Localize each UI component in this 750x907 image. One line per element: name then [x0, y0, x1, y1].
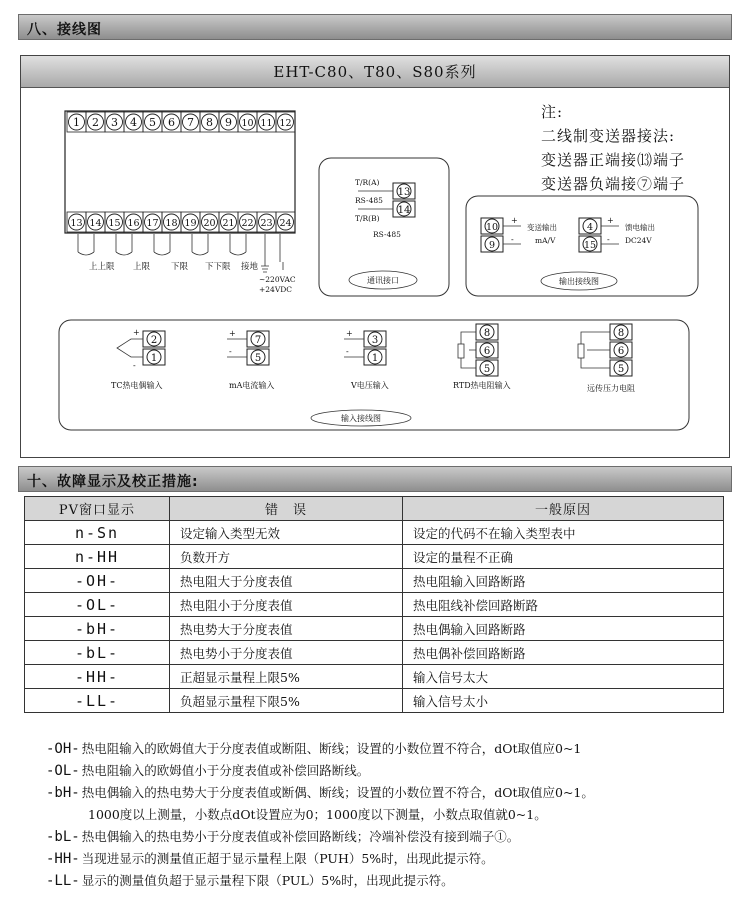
table-row — [25, 593, 724, 617]
fault-error: 热电阻大于分度表值 — [170, 569, 403, 593]
notes-title: 注: — [541, 103, 564, 121]
explanation-text: 热电偶输入的热电势大于分度表值或断偶、断线；设置的小数位置不符合，dOt取值应0~1。 — [81, 785, 594, 800]
terminal-label: 2 — [92, 116, 99, 129]
input-caption: 输入接线图 — [341, 414, 381, 423]
fault-cause: 热电阻线补偿回路断路 — [403, 593, 724, 617]
terminal-label: 21 — [222, 218, 235, 229]
fault-code: n-Sn — [25, 521, 170, 545]
explanation-text: 热电阻输入的欧姆值大于分度表值或断阻、断线；设置的小数位置不符合，dOt取值应0~1 — [81, 741, 582, 756]
svg-text:-: - — [229, 347, 232, 356]
fault-error: 负超显示量程下限5% — [170, 689, 403, 713]
table-row — [25, 617, 724, 641]
wiring-notes — [541, 100, 685, 196]
svg-text:+: + — [607, 216, 614, 225]
svg-text:-: - — [511, 235, 514, 244]
header-pv: PV窗口显示 — [25, 497, 170, 521]
section-header-faults — [18, 466, 732, 492]
svg-text:+: + — [346, 329, 353, 338]
explanation-line — [46, 738, 594, 760]
explanation-text: 热电偶输入的热电势小于分度表值或补偿回路断线；冷端补偿没有接到端子①。 — [81, 829, 520, 844]
fault-code: -bH- — [25, 617, 170, 641]
remote-terminal-5: 5 — [617, 364, 625, 375]
fault-cause: 输入信号太大 — [403, 665, 724, 689]
comm-label-rs485b: RS-485 — [373, 230, 401, 239]
explanation-line — [46, 826, 594, 848]
explanation-line — [46, 848, 594, 870]
explanations — [46, 738, 594, 892]
fault-code: -HH- — [25, 665, 170, 689]
fault-error: 设定输入类型无效 — [170, 521, 403, 545]
section-title: 十、故障显示及校正措施: — [27, 474, 199, 490]
relay-label-h: 上限 — [133, 262, 151, 272]
svg-text:+: + — [229, 329, 236, 338]
explanation-code: -bH- — [46, 785, 80, 801]
fault-cause: 热电偶输入回路断路 — [403, 617, 724, 641]
rtd-input — [453, 324, 511, 390]
comm-label-tra: T/R(A) — [355, 178, 380, 187]
top-terminal-row — [67, 112, 295, 132]
terminal-label: 16 — [127, 218, 140, 229]
relay-label-ll: 下下限 — [205, 262, 231, 272]
power-dc-label: +24VDC — [259, 285, 292, 294]
svg-text:+: + — [511, 216, 518, 225]
section-header-wiring — [18, 14, 732, 40]
rtd-terminal-5: 5 — [483, 364, 491, 375]
notes-line-2: 变送器正端接⒀端子 — [541, 151, 686, 169]
out-left-label-2: mA/V — [535, 236, 556, 245]
explanation-line — [46, 760, 594, 782]
comm-terminal-13: 13 — [397, 187, 411, 198]
header-cause: 一般原因 — [403, 497, 724, 521]
explanation-code: -OH- — [46, 741, 80, 757]
terminal-label: 3 — [111, 116, 118, 129]
explanation-code: -LL- — [46, 873, 80, 889]
fault-code: n-HH — [25, 545, 170, 569]
section-title: 八、接线图 — [27, 22, 102, 38]
comm-label-trb: T/R(B) — [355, 214, 380, 223]
terminal-label: 17 — [146, 218, 159, 229]
terminal-label: 14 — [89, 218, 102, 229]
terminal-label: 4 — [130, 116, 137, 129]
notes-line-1: 二线制变送器接法: — [541, 127, 676, 145]
v-terminal-1: 1 — [371, 353, 379, 364]
fault-code: -OL- — [25, 593, 170, 617]
terminal-label: 15 — [108, 218, 121, 229]
fault-cause: 热电阻输入回路断路 — [403, 569, 724, 593]
terminal-label: 1 — [73, 116, 80, 129]
svg-text:+: + — [133, 328, 140, 337]
comm-terminal-14: 14 — [397, 205, 411, 216]
terminal-label: 10 — [241, 118, 254, 129]
table-row — [25, 689, 724, 713]
fault-cause: 输入信号太小 — [403, 689, 724, 713]
ma-label: mA电流输入 — [229, 381, 275, 390]
terminal-label: 12 — [279, 118, 292, 129]
table-row — [25, 665, 724, 689]
v-terminal-3: 3 — [371, 335, 379, 346]
explanation-text: 1000度以上测量，小数点dOt设置应为0；1000度以下测量，小数点取值就0~1。 — [88, 807, 547, 822]
ma-terminal-7: 7 — [254, 335, 262, 346]
fault-code: -OH- — [25, 569, 170, 593]
fault-cause: 设定的量程不正确 — [403, 545, 724, 569]
tc-terminal-2: 2 — [150, 335, 158, 346]
power-ac-label: ~220VAC — [259, 275, 296, 284]
table-row — [25, 641, 724, 665]
terminal-label: 19 — [184, 218, 197, 229]
ma-terminal-5: 5 — [254, 353, 262, 364]
fault-table — [24, 496, 724, 713]
terminal-label: 22 — [241, 218, 254, 229]
explanation-text: 热电阻输入的欧姆值小于分度表值或补偿回路断线。 — [81, 763, 370, 778]
bottom-terminal-row — [67, 212, 295, 232]
tc-label: TC热电偶输入 — [111, 381, 163, 390]
fault-error: 热电势大于分度表值 — [170, 617, 403, 641]
terminal-label: 13 — [70, 218, 83, 229]
rtd-label: RTD热电阻输入 — [453, 381, 511, 390]
out-terminal-9: 9 — [488, 240, 496, 251]
remote-terminal-8: 8 — [617, 328, 625, 339]
relay-label-l: 下限 — [171, 262, 189, 272]
terminal-label: 9 — [225, 116, 232, 129]
fault-cause: 热电偶补偿回路断路 — [403, 641, 724, 665]
header-error: 错 误 — [170, 497, 403, 521]
explanation-text: 显示的测量值负超于显示量程下限（PUL）5%时，出现此提示符。 — [81, 873, 454, 888]
fault-error: 热电势小于分度表值 — [170, 641, 403, 665]
rtd-terminal-6: 6 — [483, 346, 491, 357]
terminal-label: 6 — [168, 116, 175, 129]
terminal-label: 5 — [149, 116, 156, 129]
out-right-label-1: 馈电输出 — [625, 223, 655, 232]
explanation-code: -HH- — [46, 851, 80, 867]
explanation-code: -bL- — [46, 829, 80, 845]
terminal-label: 23 — [260, 218, 273, 229]
tc-input — [111, 328, 165, 390]
remote-label: 远传压力电阻 — [587, 384, 635, 393]
terminal-label: 18 — [165, 218, 178, 229]
ma-input — [227, 329, 274, 390]
series-title: EHT-C80、T80、S80系列 — [21, 56, 729, 88]
v-label: V电压输入 — [351, 381, 389, 390]
terminal-label: 24 — [279, 218, 292, 229]
out-left-label-1: 变送输出 — [527, 223, 557, 232]
table-row — [25, 569, 724, 593]
fault-error: 热电阻小于分度表值 — [170, 593, 403, 617]
fault-error: 正超显示量程上限5% — [170, 665, 403, 689]
explanation-code: -OL- — [46, 763, 80, 779]
comm-caption: 通讯接口 — [367, 276, 399, 285]
output-caption: 输出接线图 — [559, 277, 599, 286]
out-terminal-4: 4 — [586, 222, 594, 233]
fault-code: -LL- — [25, 689, 170, 713]
remote-resistor-input — [578, 324, 635, 393]
tc-terminal-1: 1 — [150, 353, 158, 364]
fault-code: -bL- — [25, 641, 170, 665]
out-right-label-2: DC24V — [625, 236, 652, 245]
svg-text:-: - — [607, 235, 610, 244]
notes-line-3: 变送器负端接⑦端子 — [541, 175, 686, 193]
explanation-text: 当现进显示的测量值正超于显示量程上限（PUH）5%时，出现此提示符。 — [81, 851, 494, 866]
terminal-label: 20 — [203, 218, 216, 229]
comm-label-rs485a: RS-485 — [355, 196, 383, 205]
explanation-line — [46, 870, 594, 892]
terminal-label: 11 — [260, 118, 273, 129]
terminal-label: 7 — [187, 116, 194, 129]
table-header-row — [25, 497, 724, 521]
fault-cause: 设定的代码不在输入类型表中 — [403, 521, 724, 545]
rtd-terminal-8: 8 — [483, 328, 491, 339]
table-row — [25, 521, 724, 545]
remote-terminal-6: 6 — [617, 346, 625, 357]
fault-error: 负数开方 — [170, 545, 403, 569]
explanation-line — [46, 804, 594, 826]
v-input — [344, 329, 389, 390]
out-terminal-15: 15 — [583, 240, 597, 251]
out-terminal-10: 10 — [485, 222, 499, 233]
explanation-line — [46, 782, 594, 804]
ground-label: 接地 — [241, 262, 259, 272]
wiring-diagram — [20, 55, 730, 458]
terminal-label: 8 — [206, 116, 213, 129]
svg-text:-: - — [133, 361, 136, 370]
svg-text:-: - — [346, 347, 349, 356]
table-row — [25, 545, 724, 569]
relay-label-hh: 上上限 — [89, 262, 115, 272]
